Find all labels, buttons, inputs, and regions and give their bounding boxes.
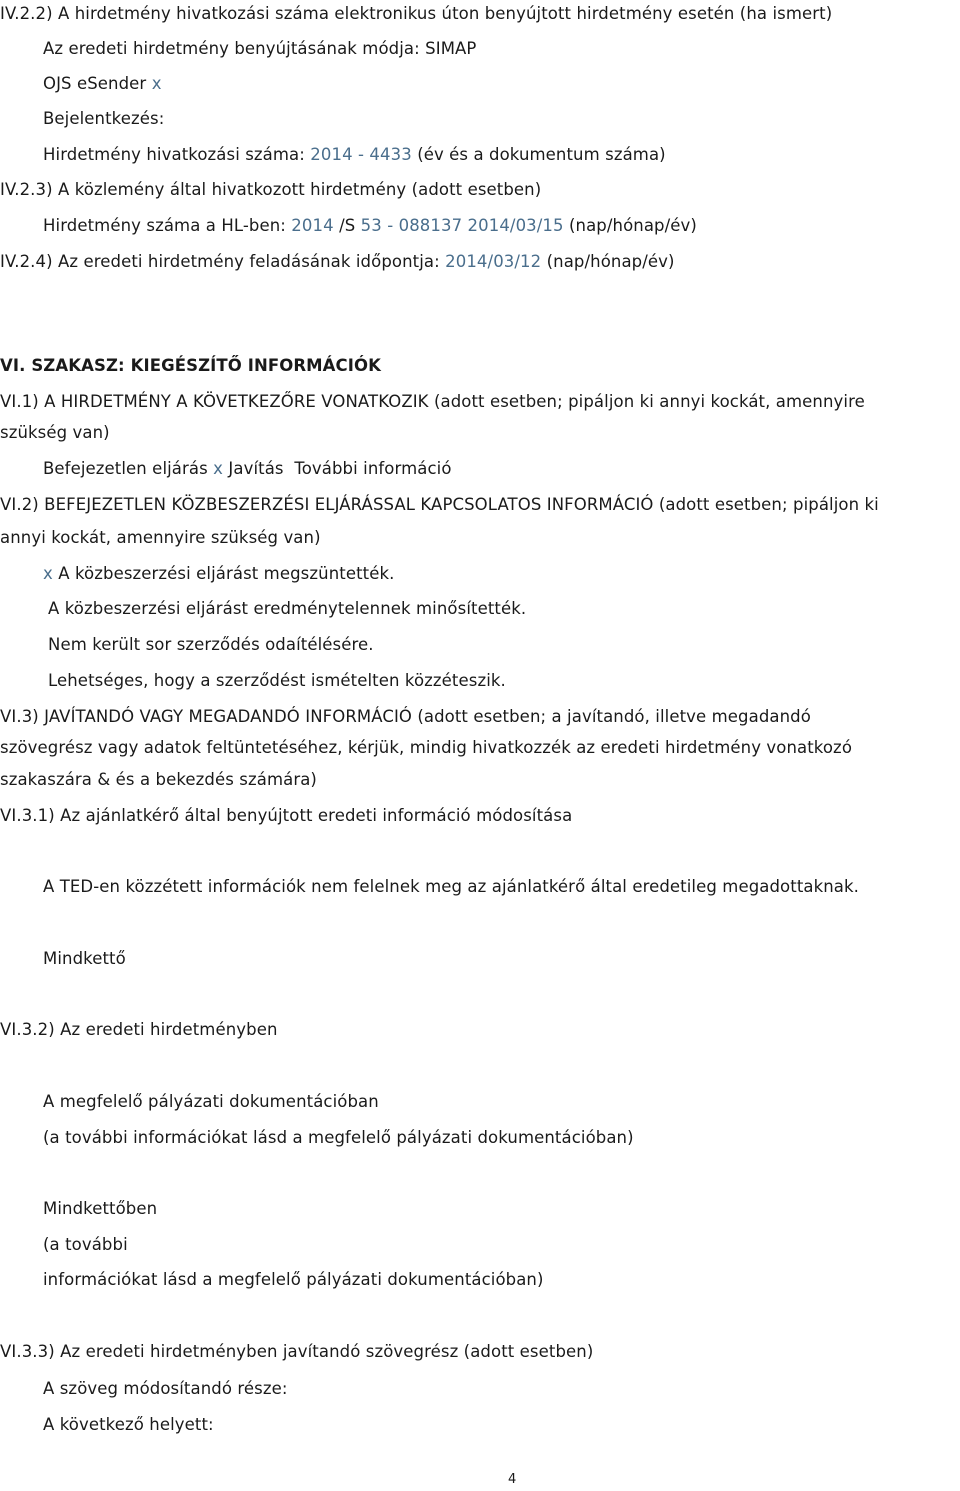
item-vi-1-heading-l2: szükség van)	[0, 423, 110, 442]
item-iv-2-4-label: IV.2.4) Az eredeti hirdetmény feladásának időpontja:	[0, 252, 440, 271]
option-unfinished-procedure: Befejezetlen eljárás	[43, 459, 208, 478]
item-vi-3-2-option-2: Mindkettőben	[43, 1199, 158, 1218]
option-cancelled: A közbeszerzési eljárást megszüntették.	[58, 564, 395, 583]
option-republish: Lehetséges, hogy a szerződést ismételten közzéteszik.	[48, 671, 506, 690]
item-vi-3-3-text-2: A következő helyett:	[43, 1415, 214, 1434]
hl-label: Hirdetmény száma a HL-ben:	[43, 216, 286, 235]
option-more-info: További információ	[294, 459, 452, 478]
hl-value: 53 - 088137 2014/03/15	[360, 216, 564, 235]
item-vi-1-options	[43, 458, 452, 480]
cancelled-mark: x	[43, 564, 53, 583]
item-vi-2-heading-l2: annyi kockát, amennyire szükség van)	[0, 528, 321, 547]
submission-mode-label: Az eredeti hirdetmény benyújtásának módja: SIMAP	[43, 39, 477, 58]
hl-s-label: /S	[339, 216, 356, 235]
hl-suffix: (nap/hónap/év)	[569, 216, 697, 235]
item-vi-3-2-option-2b: (a további	[43, 1235, 128, 1254]
section-vi-title: VI. SZAKASZ: KIEGÉSZÍTŐ INFORMÁCIÓK	[0, 356, 382, 375]
esender-mark: x	[151, 74, 162, 93]
option-no-award: Nem került sor szerződés odaítélésére.	[48, 635, 374, 654]
option-unsuccessful: A közbeszerzési eljárást eredménytelennek minősítették.	[48, 599, 527, 618]
option-correction: Javítás	[228, 459, 284, 478]
item-iv-2-2-heading: IV.2.2) A hirdetmény hivatkozási száma elektronikus úton benyújtott hirdetmény esetén (ha ismert)	[0, 4, 833, 23]
item-vi-3-2-option-2c: információkat lásd a megfelelő pályázati dokumentációban)	[43, 1270, 544, 1289]
ref-suffix: (év és a dokumentum száma)	[417, 145, 666, 164]
item-vi-3-1-heading: VI.3.1) Az ajánlatkérő által benyújtott eredeti információ módosítása	[0, 806, 573, 825]
esender-label: OJS eSender	[43, 74, 147, 93]
ref-label: Hirdetmény hivatkozási száma:	[43, 145, 305, 164]
item-vi-2-heading-l1: VI.2) BEFEJEZETLEN KÖZBESZERZÉSI ELJÁRÁSSAL KAPCSOLATOS INFORMÁCIÓ (adott esetben; pipáljon ki	[0, 495, 879, 514]
item-vi-3-heading-l3: szakaszára & és a bekezdés számára)	[0, 770, 317, 789]
item-iv-2-4-line	[0, 251, 675, 273]
item-iv-2-4-value: 2014/03/12	[445, 252, 542, 271]
item-vi-3-1-option-1: A TED-en közzétett információk nem felelnek meg az ajánlatkérő által eredetileg megadottaknak.	[43, 877, 860, 896]
esender-line	[43, 73, 162, 95]
correction-mark: x	[213, 459, 224, 478]
item-vi-3-heading-l1: VI.3) JAVÍTANDÓ VAGY MEGADANDÓ INFORMÁCIÓ (adott esetben; a javítandó, illetve megadandó	[0, 707, 811, 726]
item-vi-3-2-option-1b: (a további információkat lásd a megfelelő pályázati dokumentációban)	[43, 1128, 634, 1147]
item-vi-3-2-heading: VI.3.2) Az eredeti hirdetményben	[0, 1020, 278, 1039]
item-vi-1-heading-l1: VI.1) A HIRDETMÉNY A KÖVETKEZŐRE VONATKOZIK (adott esetben; pipáljon ki annyi kockát, amennyire	[0, 392, 865, 411]
item-vi-3-1-option-2: Mindkettő	[43, 949, 126, 968]
login-label: Bejelentkezés:	[43, 109, 165, 128]
item-vi-3-3-text-1: A szöveg módosítandó része:	[43, 1379, 288, 1398]
item-vi-3-3-heading: VI.3.3) Az eredeti hirdetményben javítandó szövegrész (adott esetben)	[0, 1342, 594, 1361]
item-vi-2-option-1	[43, 563, 394, 585]
hl-line	[43, 215, 697, 237]
item-iv-2-4-suffix: (nap/hónap/év)	[546, 252, 675, 271]
item-vi-3-2-option-1: A megfelelő pályázati dokumentációban	[43, 1092, 379, 1111]
page-number: 4	[508, 1472, 517, 1487]
ref-line	[43, 144, 666, 166]
ref-value: 2014 - 4433	[310, 145, 412, 164]
item-vi-3-heading-l2: szövegrész vagy adatok feltüntetéséhez, kérjük, mindig hivatkozzék az eredeti hirdetmény vonatkozó	[0, 738, 853, 757]
item-iv-2-3-heading: IV.2.3) A közlemény által hivatkozott hirdetmény (adott esetben)	[0, 180, 542, 199]
hl-year: 2014	[291, 216, 334, 235]
